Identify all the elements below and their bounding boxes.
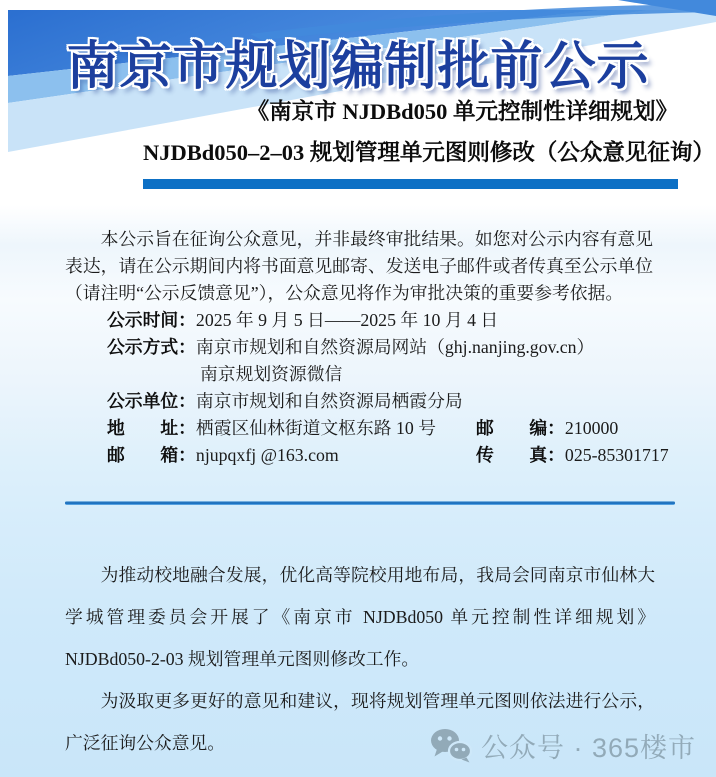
detail-value: 南京市规划和自然资源局网站（ghj.nanjing.gov.cn）: [195, 337, 595, 357]
detail-label: 公示时间：: [107, 310, 196, 330]
page-title: 南京市规划编制批前公示: [66, 39, 650, 96]
detail-row-method-cont: [65, 361, 655, 388]
plan-name-subtitle: 《南京市 NJDBd050 单元控制性详细规划》: [246, 99, 678, 124]
detail-value: 南京市规划和自然资源局栖霞分局: [195, 391, 463, 411]
detail-col2: [476, 442, 669, 469]
plan-unit-subtitle: NJDBd050–2–03 规划管理单元图则修改（公众意见征询）: [143, 140, 715, 165]
detail-label: 公示单位：: [107, 391, 196, 411]
detail-label: 邮 箱：: [107, 445, 196, 465]
subtitle-block: [143, 98, 715, 189]
explanation-paragraph-1: 为推动校地融合发展，优化高等院校用地布局，我局会同南京市仙林大学城管理委员会开展了《南京市 NJDBd050 单元控制性详细规划》NJDBd050-2-03 规划管理单元图则修改工作。: [65, 565, 655, 669]
detail-label: 邮 编：: [476, 418, 565, 438]
detail-value: 025-85301717: [564, 445, 669, 465]
detail-label: 传 真：: [476, 445, 565, 465]
detail-label: 地 址：: [107, 418, 196, 438]
detail-row-method: [65, 334, 655, 361]
detail-row-address: [65, 415, 655, 442]
detail-value: 栖霞区仙林街道文枢东路 10 号: [195, 418, 436, 438]
detail-row-time: [65, 307, 655, 334]
detail-value: 2025 年 9 月 5 日——2025 年 10 月 4 日: [195, 310, 499, 330]
detail-value: 210000: [564, 418, 619, 438]
title-underline-bar: [143, 179, 678, 189]
detail-row-email: [65, 442, 669, 469]
detail-value: njupqxfj @163.com: [195, 445, 339, 465]
detail-label: 公示方式：: [107, 337, 196, 357]
header-banner: [0, 0, 716, 200]
notice-paragraph: 本公示旨在征询公众意见，并非最终审批结果。如您对公示内容有意见表达，请在公示期间内将书面意见邮寄、发送电子邮件或者传真至公示单位（请注明“公示反馈意见”），公众意见将作为审批决策的重要参考依据。: [65, 229, 653, 303]
wechat-icon: [430, 728, 472, 763]
section-divider-line: [65, 501, 675, 505]
notice-section: [65, 226, 669, 469]
watermark-text: 公众号 · 365楼市: [480, 733, 696, 763]
watermark: [430, 726, 696, 765]
notice-details: [65, 307, 669, 469]
explanation-paragraph-2: 为汲取更多更好的意见和建议，现将规划管理单元图则依法进行公示，广泛征询公众意见。: [65, 691, 655, 753]
detail-col2: [476, 415, 618, 442]
detail-value: 南京规划资源微信: [200, 364, 343, 384]
detail-row-unit: [65, 388, 655, 415]
